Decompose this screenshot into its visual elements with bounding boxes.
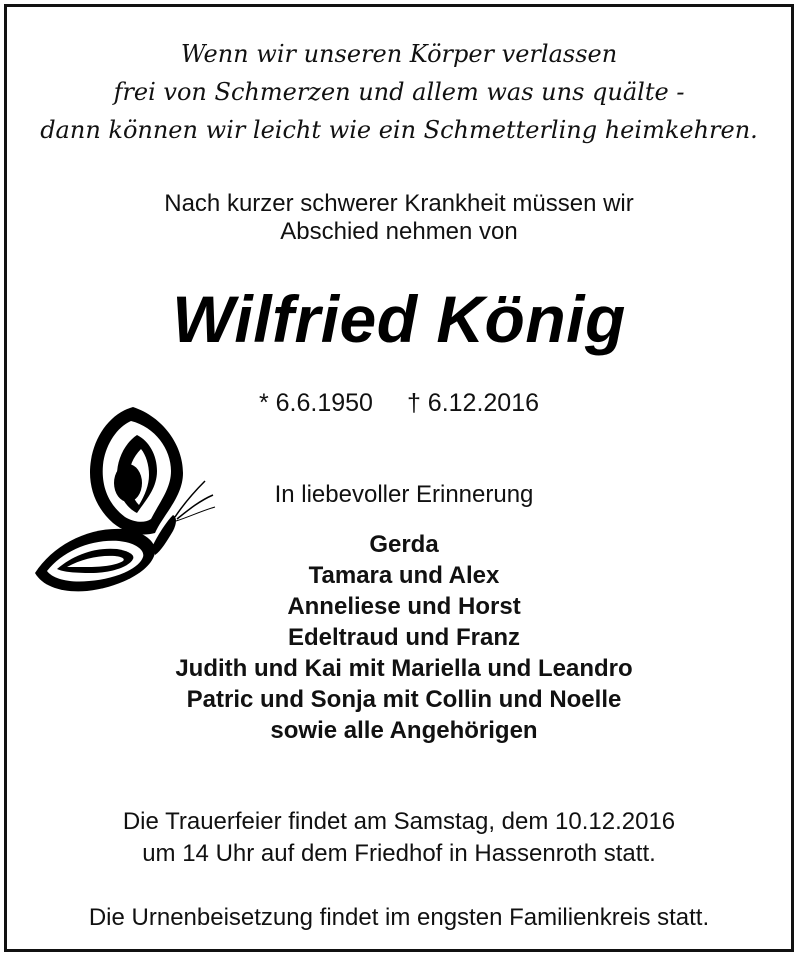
remembrance-line: In liebevoller Erinnerung: [274, 481, 534, 508]
family-member: Tamara und Alex: [308, 562, 500, 589]
poem-line: dann können wir leicht wie ein Schmetterling heimkehren.: [40, 116, 758, 144]
family-member: Patric und Sonja mit Collin und Noelle: [186, 686, 622, 713]
deceased-name: Wilfried König: [172, 282, 626, 356]
family-member: Gerda: [369, 531, 439, 558]
family-member: Judith und Kai mit Mariella und Leandro: [175, 655, 633, 682]
obituary-frame: [4, 4, 794, 952]
intro-text: [7, 190, 791, 246]
funeral-service-info: [7, 806, 791, 870]
poem-line: Wenn wir unseren Körper verlassen: [180, 40, 618, 68]
family-member: Anneliese und Horst: [287, 593, 521, 620]
service-line: Die Trauerfeier findet am Samstag, dem 10.12.2016: [122, 808, 676, 835]
family-list: [7, 529, 791, 746]
urn-burial-info: Die Urnenbeisetzung findet im engsten Familienkreis statt.: [88, 904, 710, 931]
family-member: Edeltraud und Franz: [287, 624, 520, 651]
service-line: um 14 Uhr auf dem Friedhof in Hassenroth statt.: [142, 840, 656, 867]
birth-date: * 6.6.1950: [258, 389, 373, 417]
family-member: sowie alle Angehörigen: [270, 717, 538, 744]
intro-line: Nach kurzer schwerer Krankheit müssen wir: [164, 190, 634, 217]
poem-line: frei von Schmerzen und allem was uns quälte -: [113, 78, 685, 106]
intro-line: Abschied nehmen von: [280, 218, 518, 245]
poem: [7, 35, 791, 149]
death-date: † 6.12.2016: [406, 389, 540, 417]
